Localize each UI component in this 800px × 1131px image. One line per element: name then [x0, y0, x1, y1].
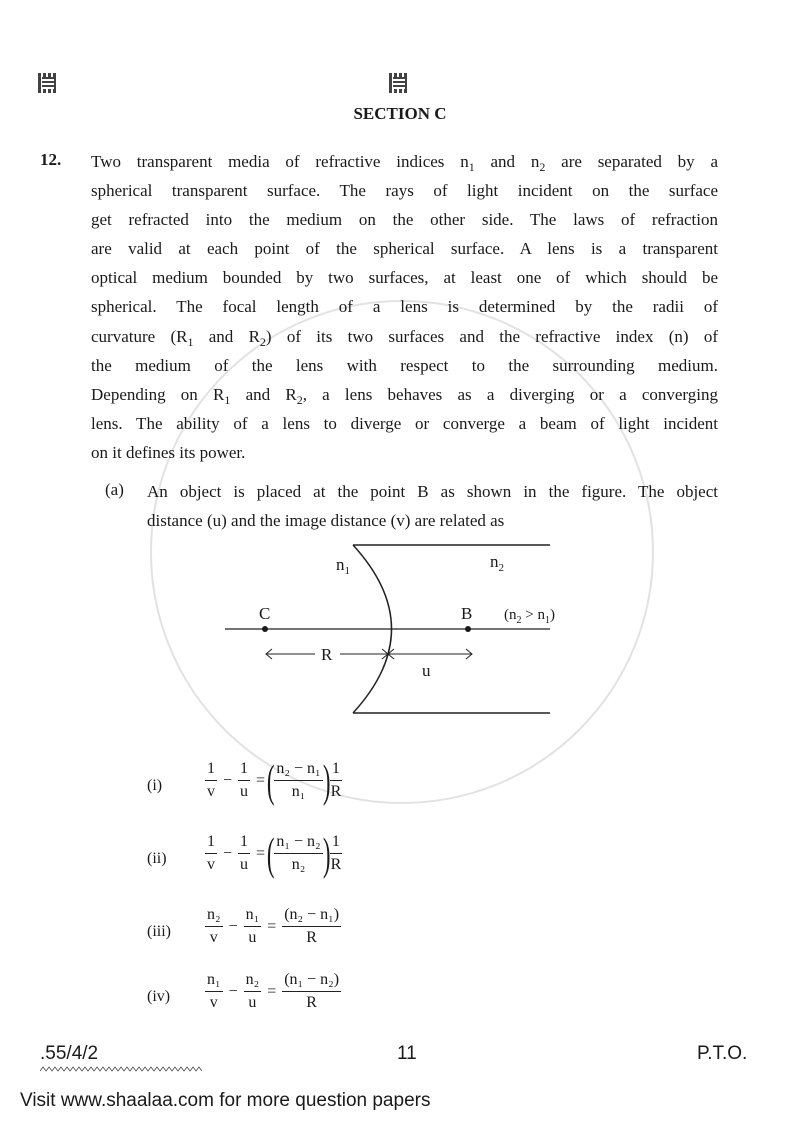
text-segment: spherical. The focal length of a lens is determined by the radii of — [91, 297, 718, 317]
denominator: R — [306, 929, 317, 946]
option-label: (ii) — [147, 850, 167, 867]
part-label: (a) — [105, 480, 124, 499]
fraction — [205, 906, 223, 947]
right-paren: ) — [322, 827, 331, 879]
denominator: R — [330, 856, 342, 873]
fraction — [274, 760, 322, 801]
option-equation[interactable] — [203, 906, 343, 947]
text-segment: curvature (R — [91, 326, 188, 346]
refraction-figure — [200, 535, 600, 725]
section-title: SECTION C — [353, 104, 447, 123]
equals-sign: = — [267, 982, 277, 1000]
text-line — [91, 325, 718, 354]
fraction — [238, 833, 250, 874]
text-segment: and n — [474, 152, 540, 171]
text-segment: are valid at each point of the spherical surface. A lens is a transparent — [91, 239, 718, 259]
equals-sign: = — [267, 917, 277, 935]
option-label: (i) — [147, 777, 163, 794]
r-label: R — [321, 645, 333, 664]
denominator: v — [207, 856, 215, 873]
denominator: v — [209, 994, 218, 1011]
denominator: u — [240, 783, 249, 800]
denominator: R — [306, 994, 317, 1011]
numerator: n₁ — [244, 906, 262, 927]
numerator: n₂ — [244, 971, 262, 992]
qr-code-icon — [389, 73, 409, 93]
fraction — [205, 833, 217, 874]
right-paren: ) — [322, 754, 331, 806]
option-equation[interactable] — [203, 827, 344, 879]
numerator: n₂ — [205, 906, 223, 927]
text-segment: optical medium bounded by two surfaces, at least one of which should be — [91, 268, 718, 288]
c-label: C — [259, 604, 271, 623]
website-footer-link[interactable]: Visit www.shaalaa.com for more question papers — [20, 1090, 431, 1111]
denominator: u — [248, 994, 257, 1011]
fraction — [330, 760, 342, 801]
option-equation[interactable] — [203, 754, 344, 806]
numerator: (n₂ − n₁) — [282, 906, 341, 927]
text-line — [91, 237, 718, 266]
equals-sign: = — [256, 844, 266, 862]
text-segment: Two transparent media of refractive indices n — [91, 152, 469, 171]
text-segment: on it defines its power. — [91, 442, 246, 462]
page-number: 11 — [397, 1043, 417, 1064]
denominator: u — [248, 929, 257, 946]
u-label: u — [422, 661, 431, 680]
paper-code: .55/4/2 — [40, 1043, 99, 1064]
numerator: 1 — [205, 760, 217, 781]
option-label: (iii) — [147, 923, 171, 940]
text-segment: lens. The ability of a lens to diverge or converge a beam of light incident — [91, 413, 718, 433]
point-b — [465, 626, 471, 632]
equals-sign: = — [256, 771, 266, 789]
option-equation[interactable] — [203, 971, 343, 1012]
text-line — [91, 441, 718, 470]
fraction — [282, 971, 341, 1012]
text-segment: ) of its two surfaces and the refractive index (n) of — [265, 326, 718, 346]
fraction — [238, 760, 250, 801]
numerator: n₁ — [205, 971, 223, 992]
numerator: 1 — [238, 833, 250, 854]
subscript: 2 — [296, 392, 303, 407]
text-line — [91, 208, 718, 237]
subscript: 1 — [468, 160, 475, 174]
denominator: v — [209, 929, 218, 946]
point-c — [262, 626, 268, 632]
n1-label: $n_1$ — [336, 555, 350, 577]
numerator: n₁ − n₂ — [274, 833, 322, 854]
fraction — [244, 971, 262, 1012]
denominator: u — [240, 856, 249, 873]
question-paragraph — [91, 150, 718, 470]
left-paren: ( — [266, 827, 275, 879]
subscript: 1 — [187, 334, 194, 349]
minus-sign: − — [223, 844, 233, 862]
text-line — [91, 266, 718, 295]
fraction — [330, 833, 342, 874]
text-line — [91, 179, 718, 208]
condition-label: $(n_2 > n_1)$ — [504, 607, 555, 626]
text-segment: get refracted into the medium on the other side. The laws of refraction — [91, 210, 718, 230]
numerator: 1 — [330, 760, 342, 781]
fraction — [205, 760, 217, 801]
denominator: v — [207, 783, 215, 800]
denominator: R — [330, 783, 342, 800]
fraction — [244, 906, 262, 947]
pto-label: P.T.O. — [697, 1043, 748, 1064]
text-segment: and R — [193, 326, 260, 346]
text-segment: Depending on R — [91, 384, 225, 404]
fraction — [282, 906, 341, 947]
denominator: n₁ — [291, 783, 306, 800]
subscript: 2 — [259, 334, 266, 349]
subscript: 1 — [224, 392, 231, 407]
numerator: 1 — [205, 833, 217, 854]
text-line — [91, 295, 718, 324]
part-a-text — [147, 480, 718, 538]
left-paren: ( — [266, 754, 275, 806]
squiggle-underline — [40, 1066, 203, 1072]
minus-sign: − — [228, 917, 238, 935]
minus-sign: − — [228, 982, 238, 1000]
numerator: (n₁ − n₂) — [282, 971, 341, 992]
text-line — [91, 354, 718, 383]
text-line — [91, 150, 718, 179]
text-line: An object is placed at the point B as shown in the figure. The object — [147, 482, 718, 501]
fraction — [274, 833, 322, 874]
numerator: n₂ − n₁ — [274, 760, 322, 781]
text-line — [91, 383, 718, 412]
question-number: 12. — [40, 150, 62, 169]
numerator: 1 — [238, 760, 250, 781]
b-label: B — [461, 604, 473, 623]
text-line: distance (u) and the image distance (v) are related as — [147, 511, 505, 530]
denominator: n₂ — [291, 856, 306, 873]
n2-label: $n_2$ — [490, 552, 504, 574]
text-line — [91, 412, 718, 441]
qr-code-icon — [38, 73, 58, 93]
option-label: (iv) — [147, 988, 171, 1005]
text-segment: spherical transparent surface. The rays of light incident on the surface — [91, 181, 718, 201]
minus-sign: − — [223, 771, 233, 789]
text-segment: the medium of the lens with respect to the surrounding medium. — [91, 355, 718, 375]
text-segment: , a lens behaves as a diverging or a converging — [302, 384, 718, 404]
subscript: 2 — [539, 160, 546, 174]
text-segment: and R — [230, 384, 297, 404]
text-segment: are separated by a — [545, 152, 718, 171]
fraction — [205, 971, 223, 1012]
numerator: 1 — [330, 833, 342, 854]
